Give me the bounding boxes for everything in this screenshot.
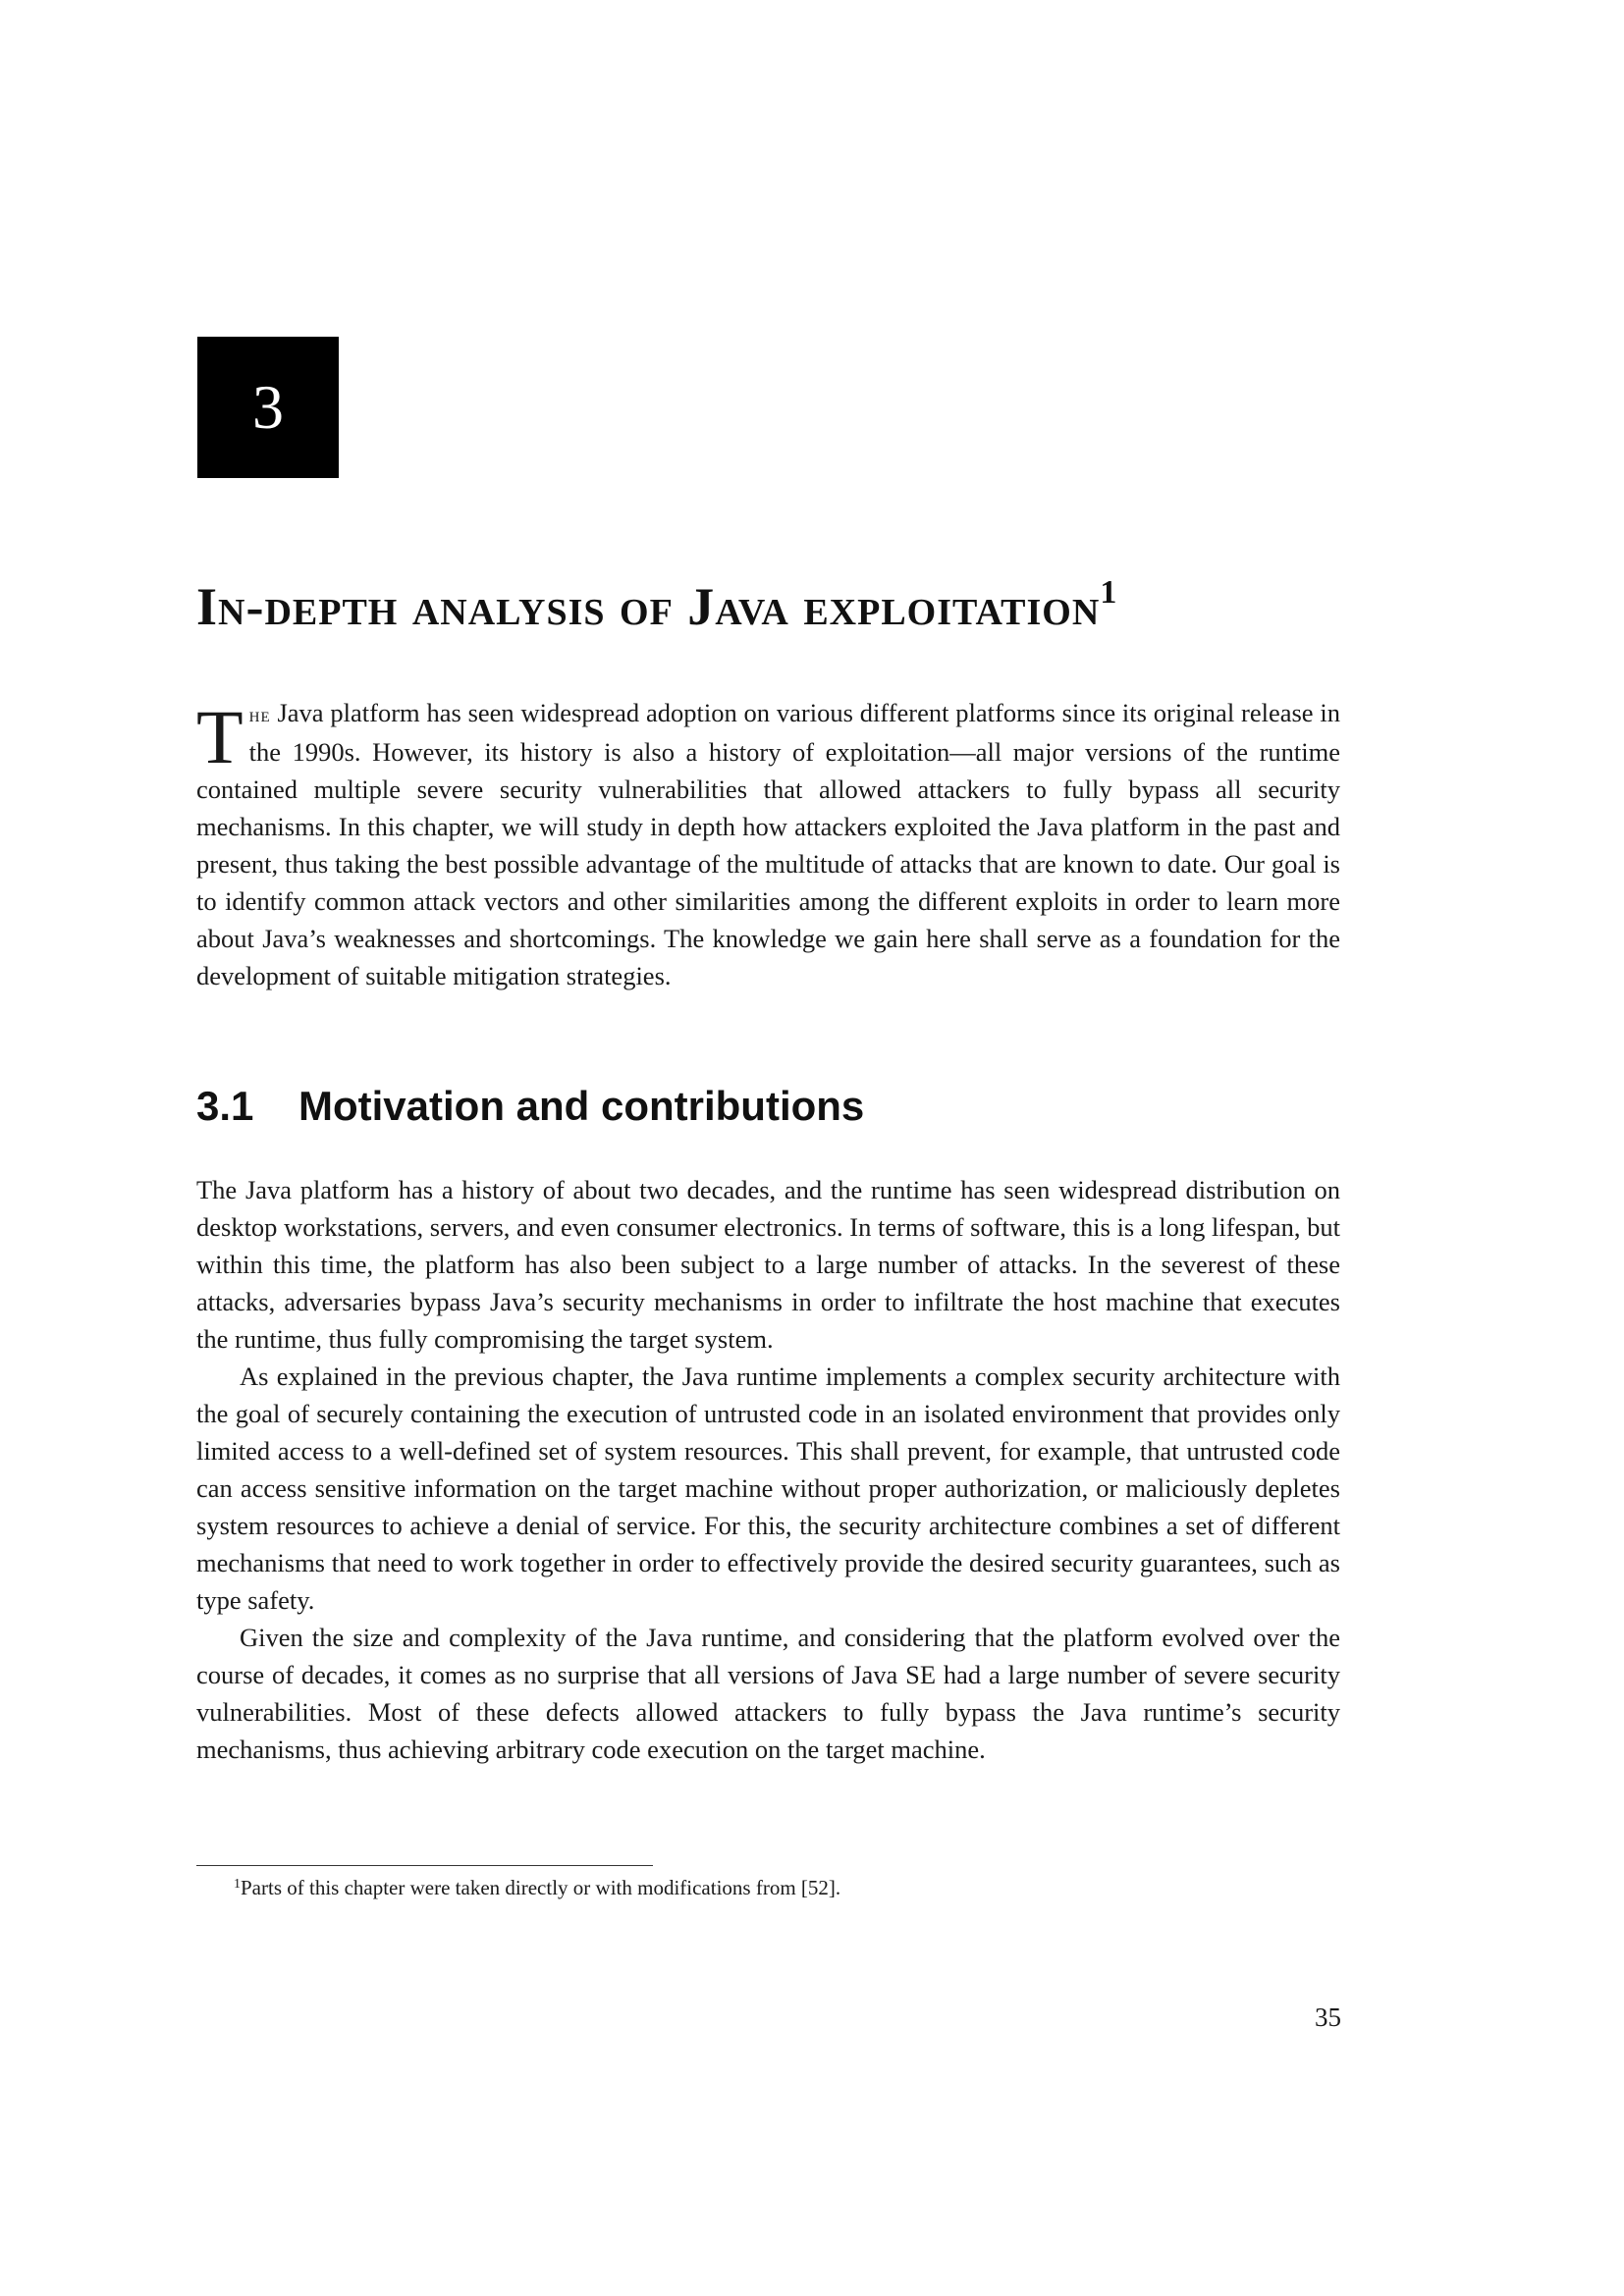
section-heading	[196, 1083, 864, 1130]
footnote	[234, 1876, 840, 1900]
section-paragraph: Given the size and complexity of the Java runtime, and considering that the platform evolved over the course of decades, it comes as no surprise that all versions of Java SE had a large number of severe security vulnerabilities. Most of these defects allowed attackers to fully bypass the Java runtime’s security mechanisms, thus achieving arbitrary code execution on the target machine.	[196, 1623, 1340, 1764]
section-body	[196, 1171, 1340, 1768]
chapter-number: 3	[252, 372, 284, 442]
intro-text: Java platform has seen widespread adoption on various different platforms since its original release in the 1990s. However, its history is also a history of exploitation—all major versions of the runtime contained multiple severe security vulnerabilities that allowed attackers to fully bypass all security mechanisms. In this chapter, we will study in depth how attackers exploited the Java platform in the past and present, thus taking the best possible advantage of the multitude of attacks that are known to date. Our goal is to identify common attack vectors and other similarities among the different exploits in order to learn more about Java’s weaknesses and shortcomings. The knowledge we gain here shall serve as a foundation for the development of suitable mitigation strategies.	[196, 698, 1340, 990]
footnote-rule	[196, 1865, 653, 1866]
dropcap-letter: T	[196, 694, 244, 779]
page-number: 35	[1315, 2002, 1341, 2032]
chapter-title-footnote-marker: 1	[1100, 574, 1118, 611]
chapter-title-text: In-depth analysis of Java exploitation	[196, 577, 1101, 636]
section-paragraph: The Java platform has a history of about two decades, and the runtime has seen widespread distribution on desktop workstations, servers, and even consumer electronics. In terms of software, this is a long lifespan, but within this time, the platform has also been subject to a large number of attacks. In the severest of these attacks, adversaries bypass Java’s security mechanisms in order to infiltrate the host machine that executes the runtime, thus fully compromising the target system.	[196, 1175, 1340, 1354]
section-paragraph: As explained in the previous chapter, the Java runtime implements a complex security architecture with the goal of securely containing the execution of untrusted code in an isolated environment that provides only limited access to a well-defined set of system resources. This shall prevent, for example, that untrusted code can access sensitive information on the target machine without proper authorization, or maliciously depletes system resources to achieve a denial of service. For this, the security architecture combines a set of different mechanisms that need to work together in order to effectively provide the desired security guarantees, such as type safety.	[196, 1362, 1340, 1615]
intro-lead-smallcaps: he	[248, 702, 271, 726]
footnote-text: Parts of this chapter were taken directly or with modifications from [52].	[241, 1876, 841, 1899]
footnote-marker: 1	[234, 1877, 241, 1892]
section-title: Motivation and contributions	[298, 1083, 865, 1129]
chapter-title	[196, 574, 1345, 637]
intro-paragraph	[196, 694, 1340, 994]
chapter-number-box	[197, 337, 339, 478]
section-number: 3.1	[196, 1083, 254, 1129]
